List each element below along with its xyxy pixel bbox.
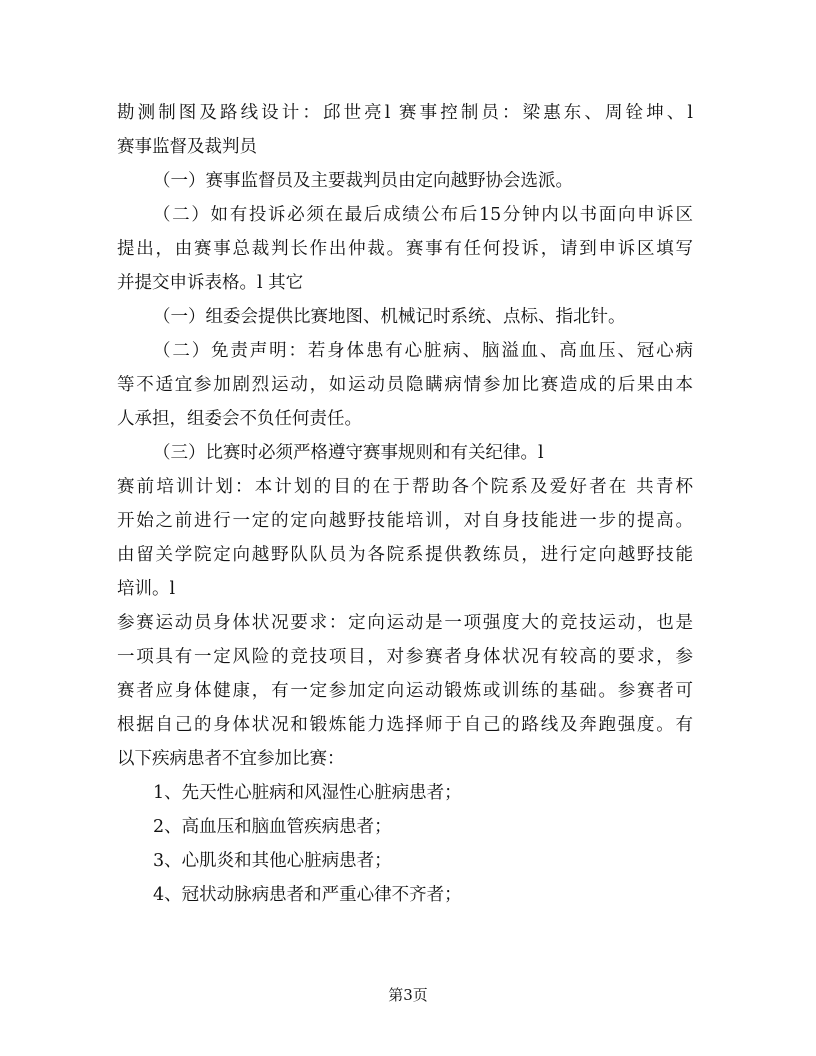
paragraph-line: 人承担，组委会不负任何责任。 [117, 409, 362, 429]
list-item: 4、冠状动脉病患者和严重心律不齐者； [153, 885, 462, 905]
paragraph-line: 一项具有一定风险的竞技项目，对参赛者身体状况有较高的要求，参 [117, 647, 693, 667]
section-heading: 赛事监督及裁判员 [117, 137, 257, 157]
paragraph-line: 开始之前进行一定的定向越野技能培训，对自身技能进一步的提高。 [117, 511, 693, 531]
paragraph-line: 赛者应身体健康，有一定参加定向运动锻炼或训练的基础。参赛者可 [117, 681, 693, 701]
paragraph-line: 等不适宜参加剧烈运动，如运动员隐瞒病情参加比赛造成的后果由本 [117, 375, 693, 395]
paragraph-line: 赛前培训计划：本计划的目的在于帮助各个院系及爱好者在 共青杯 [117, 477, 693, 497]
paragraph-line: 由留关学院定向越野队队员为各院系提供教练员，进行定向越野技能 [117, 545, 693, 565]
paragraph-line: 参赛运动员身体状况要求：定向运动是一项强度大的竞技运动，也是 [117, 613, 693, 633]
list-item: 1、先天性心脏病和风湿性心脏病患者； [153, 783, 462, 803]
paragraph-line: 提出，由赛事总裁判长作出仲裁。赛事有任何投诉，请到申诉区填写 [117, 239, 693, 259]
paragraph-line: 根据自己的身体状况和锻炼能力选择师于自己的路线及奔跑强度。有 [117, 715, 693, 735]
paragraph-line: （二）如有投诉必须在最后成绩公布后15分钟内以书面向申诉区 [153, 205, 693, 225]
paragraph-line: （三）比赛时必须严格遵守赛事规则和有关纪律。l [153, 443, 544, 463]
paragraph-line: （一）赛事监督员及主要裁判员由定向越野协会选派。 [153, 171, 573, 191]
paragraph-line: 培训。l [117, 579, 176, 599]
document-body [117, 96, 693, 912]
page-number: 第3页 [388, 986, 428, 1004]
paragraph-line: 勘测制图及路线设计：邱世亮l 赛事控制员：梁惠东、周铨坤、l [117, 103, 693, 123]
list-item: 3、心肌炎和其他心脏病患者； [153, 851, 392, 871]
paragraph-line: 以下疾病患者不宜参加比赛： [117, 749, 345, 769]
paragraph-line: （一）组委会提供比赛地图、机械记时系统、点标、指北针。 [153, 307, 626, 327]
paragraph-line: （二）免责声明：若身体患有心脏病、脑溢血、高血压、冠心病 [153, 341, 693, 361]
list-item: 2、高血压和脑血管疾病患者； [153, 817, 392, 837]
paragraph-line: 并提交申诉表格。l 其它 [117, 273, 304, 293]
